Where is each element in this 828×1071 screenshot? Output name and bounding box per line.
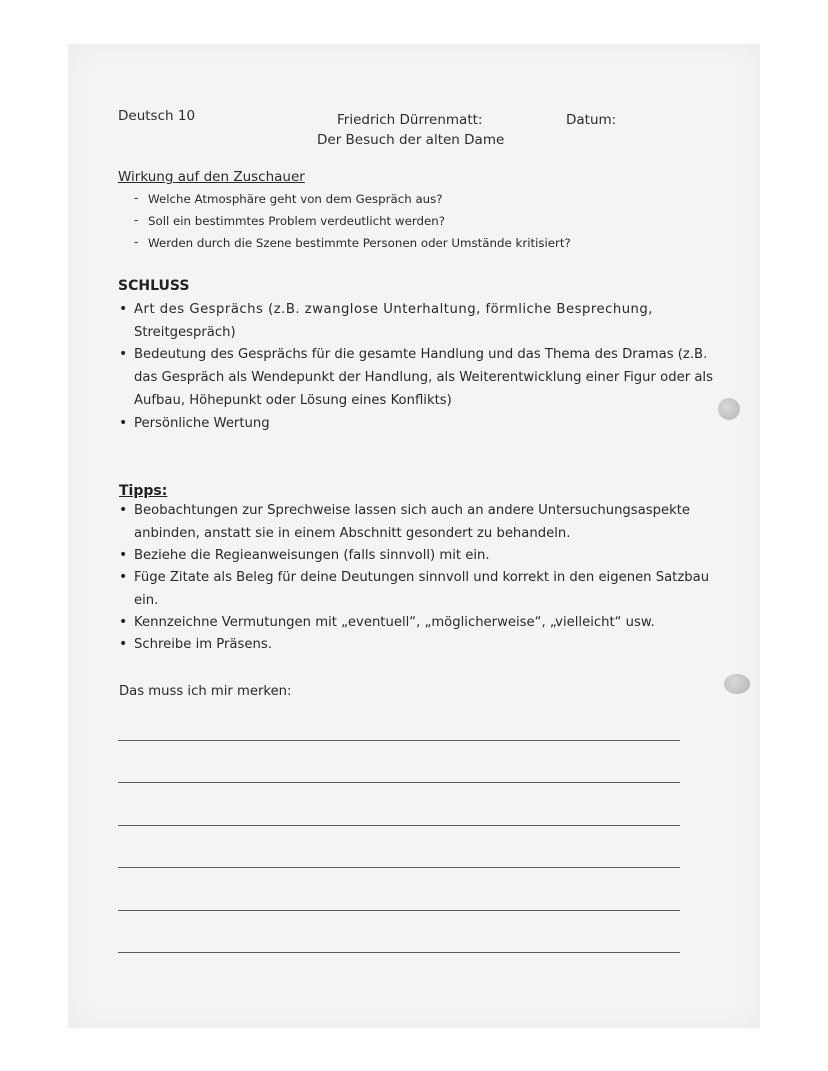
bullet-dot: • — [119, 415, 128, 431]
bullet-dot: • — [119, 346, 128, 362]
tipps-line: Beobachtungen zur Sprechweise lassen sich auch an andere Untersuchungsaspekte — [134, 503, 691, 518]
dash-marker: - — [134, 235, 139, 249]
tipps-line: Füge Zitate als Beleg für deine Deutungen sinnvoll und korrekt in den eigenen Satzbau — [134, 570, 710, 585]
tipps-line: ein. — [134, 593, 159, 608]
writing-line — [118, 782, 680, 783]
wirkung-item: Werden durch die Szene bestimmte Personen oder Umstände kritisiert? — [148, 236, 571, 250]
schluss-line: Aufbau, Höhepunkt oder Lösung eines Konflikts) — [134, 393, 452, 408]
wirkung-item: Soll ein bestimmtes Problem verdeutlicht werden? — [148, 214, 445, 228]
schluss-line: Bedeutung des Gesprächs für die gesamte Handlung und das Thema des Dramas (z.B. — [134, 347, 708, 362]
schluss-line: das Gespräch als Wendepunkt der Handlung, als Weiterentwicklung einer Figur oder als — [134, 370, 713, 385]
subject-label: Deutsch 10 — [118, 108, 196, 124]
dash-marker: - — [134, 191, 139, 205]
bullet-dot: • — [119, 614, 128, 630]
writing-line — [118, 910, 680, 911]
tipps-line: Beziehe die Regieanweisungen (falls sinnvoll) mit ein. — [134, 548, 490, 563]
wirkung-item: Welche Atmosphäre geht von dem Gespräch aus? — [148, 192, 443, 206]
date-label: Datum: — [566, 112, 617, 128]
schluss-line: Persönliche Wertung — [134, 416, 270, 431]
author-title: Friedrich Dürrenmatt: — [337, 112, 483, 128]
tipps-line: Schreibe im Präsens. — [134, 637, 272, 652]
tipps-heading: Tipps: — [119, 483, 168, 499]
wirkung-heading: Wirkung auf den Zuschauer — [118, 169, 305, 185]
writing-line — [118, 740, 680, 741]
punch-hole-lower — [724, 674, 750, 694]
bullet-dot: • — [119, 502, 128, 518]
writing-line — [118, 825, 680, 826]
bullet-dot: • — [119, 547, 128, 563]
work-title: Der Besuch der alten Dame — [317, 132, 505, 148]
writing-line — [118, 952, 680, 953]
writing-line — [118, 867, 680, 868]
bullet-dot: • — [119, 569, 128, 585]
bullet-dot: • — [119, 301, 128, 317]
bullet-dot: • — [119, 636, 128, 652]
notes-label: Das muss ich mir merken: — [119, 684, 292, 699]
tipps-line: Kennzeichne Vermutungen mit „eventuell“, „möglicherweise“, „vielleicht“ usw. — [134, 615, 655, 630]
schluss-line: Art des Gesprächs (z.B. zwanglose Unterhaltung, förmliche Besprechung, — [134, 302, 653, 317]
dash-marker: - — [134, 213, 139, 227]
punch-hole-upper — [718, 398, 740, 420]
schluss-line: Streitgespräch) — [134, 325, 236, 340]
tipps-line: anbinden, anstatt sie in einem Abschnitt gesondert zu behandeln. — [134, 526, 571, 541]
schluss-heading: SCHLUSS — [118, 278, 190, 294]
